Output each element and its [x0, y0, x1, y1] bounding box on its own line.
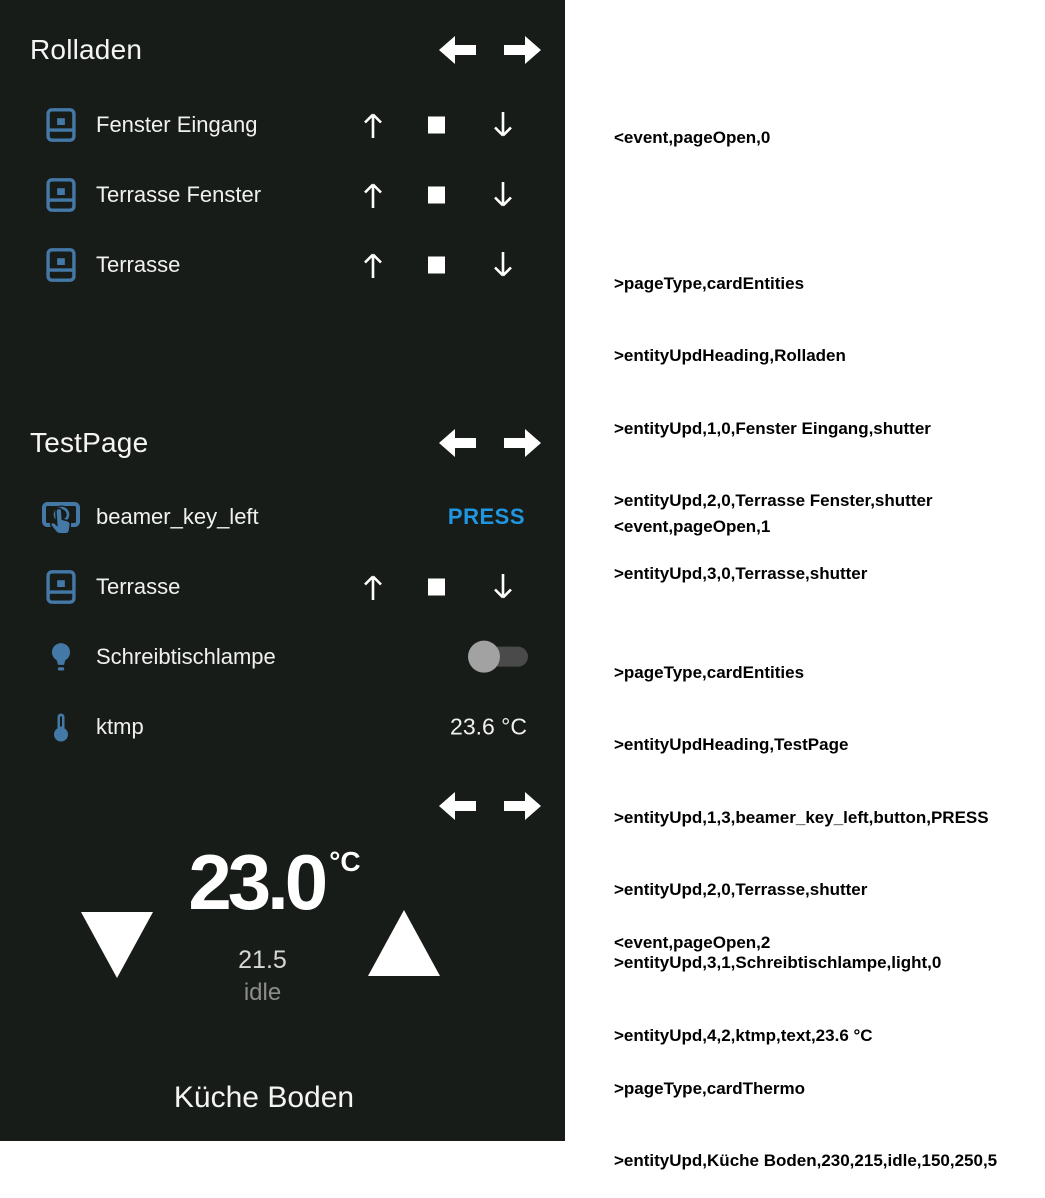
log-line: >entityUpd,4,2,ktmp,text,23.6 °C — [614, 1025, 873, 1045]
log-line: >entityUpd,3,1,Schreibtischlampe,light,0 — [614, 952, 942, 972]
temperature-value: 23.0 — [188, 838, 325, 926]
card-rolladen-header — [30, 28, 542, 72]
shutter-icon — [46, 178, 76, 212]
log-line: >entityUpd,3,0,Terrasse,shutter — [614, 563, 868, 583]
shutter-stop-button[interactable] — [428, 579, 445, 596]
temperature-unit: °C — [329, 846, 361, 877]
entity-row[interactable] — [0, 482, 565, 552]
toggle-knob — [468, 641, 500, 673]
shutter-down-button[interactable] — [489, 248, 517, 282]
shutter-down-button[interactable] — [489, 108, 517, 142]
shutter-up-button[interactable] — [359, 570, 387, 604]
card-thermo-header — [30, 784, 542, 828]
entity-label: Terrasse — [96, 574, 181, 599]
lightbulb-icon — [48, 641, 74, 673]
log-line — [614, 588, 989, 612]
thermostat-name: Küche Boden — [173, 1081, 355, 1114]
hvac-state: idle — [243, 979, 282, 1006]
log-line — [614, 1004, 997, 1028]
entity-row — [0, 160, 565, 230]
page-prev-icon[interactable] — [438, 791, 476, 821]
stop-icon — [428, 187, 445, 204]
tap-button-icon — [41, 498, 81, 536]
page-next-icon[interactable] — [504, 35, 542, 65]
page-nav — [438, 428, 542, 458]
entity-row — [0, 230, 565, 300]
shutter-stop-button[interactable] — [428, 117, 445, 134]
log-line: <event,pageOpen,0 — [614, 128, 771, 148]
log-line: >entityUpd,2,0,Terrasse Fenster,shutter — [614, 491, 933, 511]
page-next-icon[interactable] — [504, 791, 542, 821]
stop-icon — [428, 257, 445, 274]
setpoint-value: 21.5 — [238, 946, 287, 974]
sensor-value: 23.6 °C — [450, 713, 527, 740]
shutter-icon — [46, 108, 76, 142]
event-log-block-2 — [614, 883, 997, 1198]
entity-row — [0, 692, 565, 762]
log-line: >pageType,cardThermo — [614, 1078, 805, 1098]
entity-label: ktmp — [96, 714, 144, 739]
shutter-stop-button[interactable] — [428, 187, 445, 204]
card-testpage-header — [30, 421, 542, 465]
press-button[interactable]: PRESS — [447, 504, 525, 529]
log-line: >entityUpd,Küche Boden,230,215,idle,150,250,5 — [614, 1151, 998, 1171]
shutter-stop-button[interactable] — [428, 257, 445, 274]
entity-label: Fenster Eingang — [96, 112, 258, 137]
page-prev-icon[interactable] — [438, 35, 476, 65]
shutter-down-button[interactable] — [489, 570, 517, 604]
thermometer-icon — [51, 712, 71, 742]
stop-icon — [428, 579, 445, 596]
entity-label: beamer_key_left — [96, 504, 259, 529]
shutter-icon — [46, 570, 76, 604]
log-line: >pageType,cardEntities — [614, 662, 805, 682]
entity-row — [0, 90, 565, 160]
shutter-up-button[interactable] — [359, 108, 387, 142]
log-line: >entityUpdHeading,Rolladen — [614, 346, 846, 366]
page-prev-icon[interactable] — [438, 428, 476, 458]
log-line: >pageType,cardEntities — [614, 273, 805, 293]
entity-label: Terrasse Fenster — [96, 182, 262, 207]
page-nav — [438, 791, 542, 821]
shutter-up-button[interactable] — [359, 178, 387, 212]
shutter-icon — [46, 248, 76, 282]
entity-label: Terrasse — [96, 252, 181, 277]
log-line: <event,pageOpen,1 — [614, 517, 771, 537]
log-line: >entityUpdHeading,TestPage — [614, 735, 849, 755]
entity-label: Schreibtischlampe — [96, 644, 276, 669]
page-title-rolladen: Rolladen — [30, 34, 143, 65]
shutter-up-button[interactable] — [359, 248, 387, 282]
page-nav — [438, 35, 542, 65]
page-next-icon[interactable] — [504, 428, 542, 458]
log-line: <event,pageOpen,2 — [614, 933, 771, 953]
log-line: >entityUpd,1,3,beamer_key_left,button,PRESS — [614, 807, 989, 827]
entity-row — [0, 552, 565, 622]
page-title-testpage: TestPage — [30, 427, 149, 458]
shutter-down-button[interactable] — [489, 178, 517, 212]
log-line: >entityUpd,2,0,Terrasse,shutter — [614, 880, 868, 900]
stop-icon — [428, 117, 445, 134]
log-line — [614, 199, 933, 223]
log-line: >entityUpd,1,0,Fenster Eingang,shutter — [614, 418, 931, 438]
light-toggle[interactable] — [468, 641, 528, 673]
entity-row — [0, 622, 565, 692]
